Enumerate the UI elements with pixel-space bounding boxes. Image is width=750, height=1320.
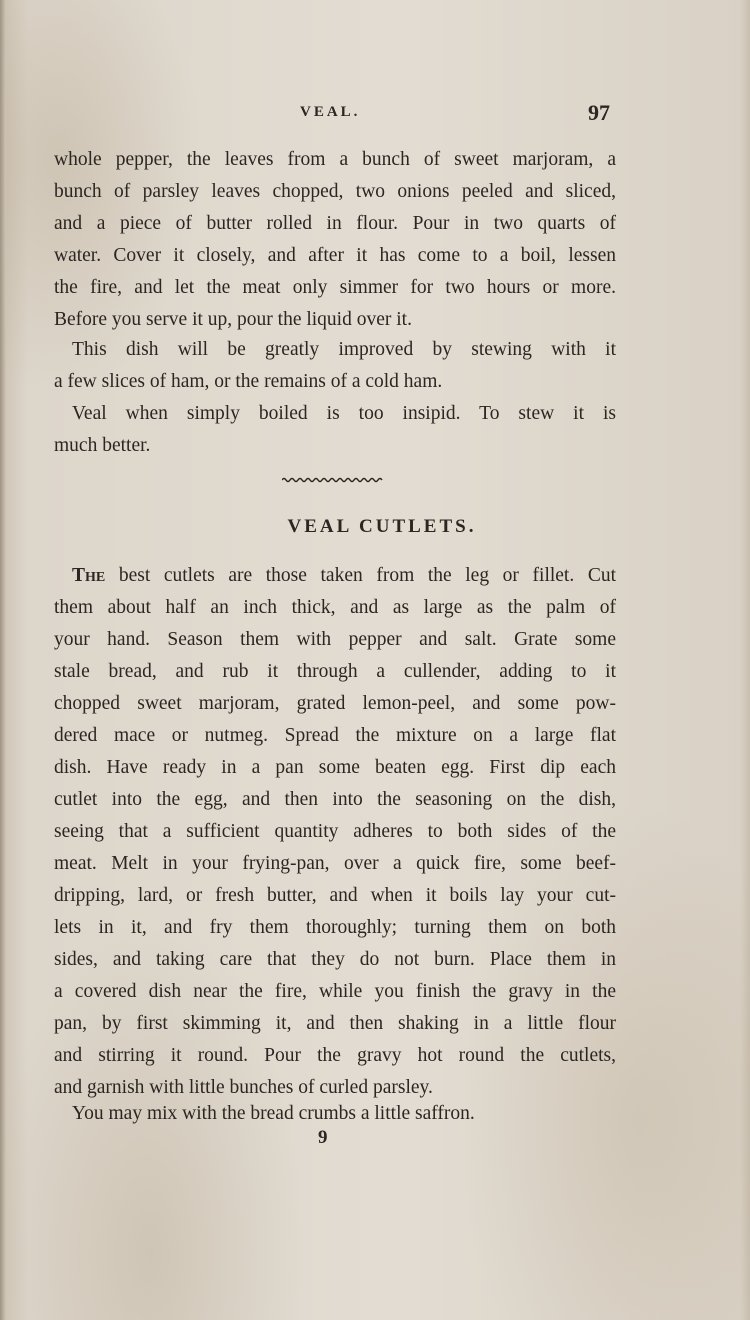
page-spine-edge (0, 0, 6, 1320)
text-line (54, 560, 616, 592)
text-line: meat. Melt in your frying-pan, over a quick fire, some beef- (54, 853, 616, 874)
section-heading: VEAL CUTLETS. (287, 516, 477, 537)
text-line: and stirring it round. Pour the gravy hot round the cutlets, (54, 1045, 616, 1066)
first-line-text: best cutlets are those taken from the leg or fillet. Cut (105, 565, 616, 586)
page-number: 97 (588, 100, 610, 125)
text-line: whole pepper, the leaves from a bunch of sweet marjoram, a (54, 149, 616, 170)
text-line: the fire, and let the meat only simmer for two hours or more. (54, 277, 616, 298)
text-line: You may mix with the bread crumbs a little saffron. (72, 1103, 475, 1124)
text-line: dish. Have ready in a pan some beaten egg. First dip each (54, 757, 616, 778)
text-line: dered mace or nutmeg. Spread the mixture on a large flat (54, 725, 616, 746)
text-line: a few slices of ham, or the remains of a cold ham. (54, 371, 443, 392)
text-line: and a piece of butter rolled in flour. Pour in two quarts of (54, 213, 616, 234)
signature-mark: 9 (318, 1127, 328, 1148)
text-line: pan, by first skimming it, and then shaking in a little flour (54, 1013, 616, 1034)
text-line: Veal when simply boiled is too insipid. To stew it is (72, 403, 616, 424)
saffron-paragraph (54, 1098, 616, 1130)
text-line: sides, and taking care that they do not burn. Place them in (54, 949, 616, 970)
boiled-veal-paragraph (54, 398, 616, 462)
text-line: dripping, lard, or fresh butter, and when it boils lay your cut- (54, 885, 616, 906)
text-line: much better. (54, 435, 151, 456)
ham-paragraph (54, 334, 616, 398)
drop-word: The (72, 565, 106, 586)
text-line: Before you serve it up, pour the liquid over it. (54, 309, 412, 330)
text-line: This dish will be greatly improved by stewing with it (72, 339, 616, 360)
text-line: seeing that a sufficient quantity adheres to both sides of the (54, 821, 616, 842)
section-divider-ornament (282, 477, 384, 483)
text-line: them about half an inch thick, and as large as the palm of (54, 597, 616, 618)
text-line: and garnish with little bunches of curled parsley. (54, 1077, 433, 1098)
text-line: lets in it, and fry them thoroughly; turning them on both (54, 917, 616, 938)
text-line: water. Cover it closely, and after it has come to a boil, lessen (54, 245, 616, 266)
running-title: VEAL. (300, 104, 361, 120)
running-head (0, 100, 750, 130)
text-line: stale bread, and rub it through a cullender, adding to it (54, 661, 616, 682)
text-line: chopped sweet marjoram, grated lemon-peel, and some pow- (54, 693, 616, 714)
text-line: your hand. Season them with pepper and salt. Grate some (54, 629, 616, 650)
text-line: bunch of parsley leaves chopped, two onions peeled and sliced, (54, 181, 616, 202)
text-line: a covered dish near the fire, while you finish the gravy in the (54, 981, 616, 1002)
text-line: cutlet into the egg, and then into the seasoning on the dish, (54, 789, 616, 810)
cutlets-paragraph (54, 560, 616, 1104)
continued-paragraph (54, 144, 616, 336)
